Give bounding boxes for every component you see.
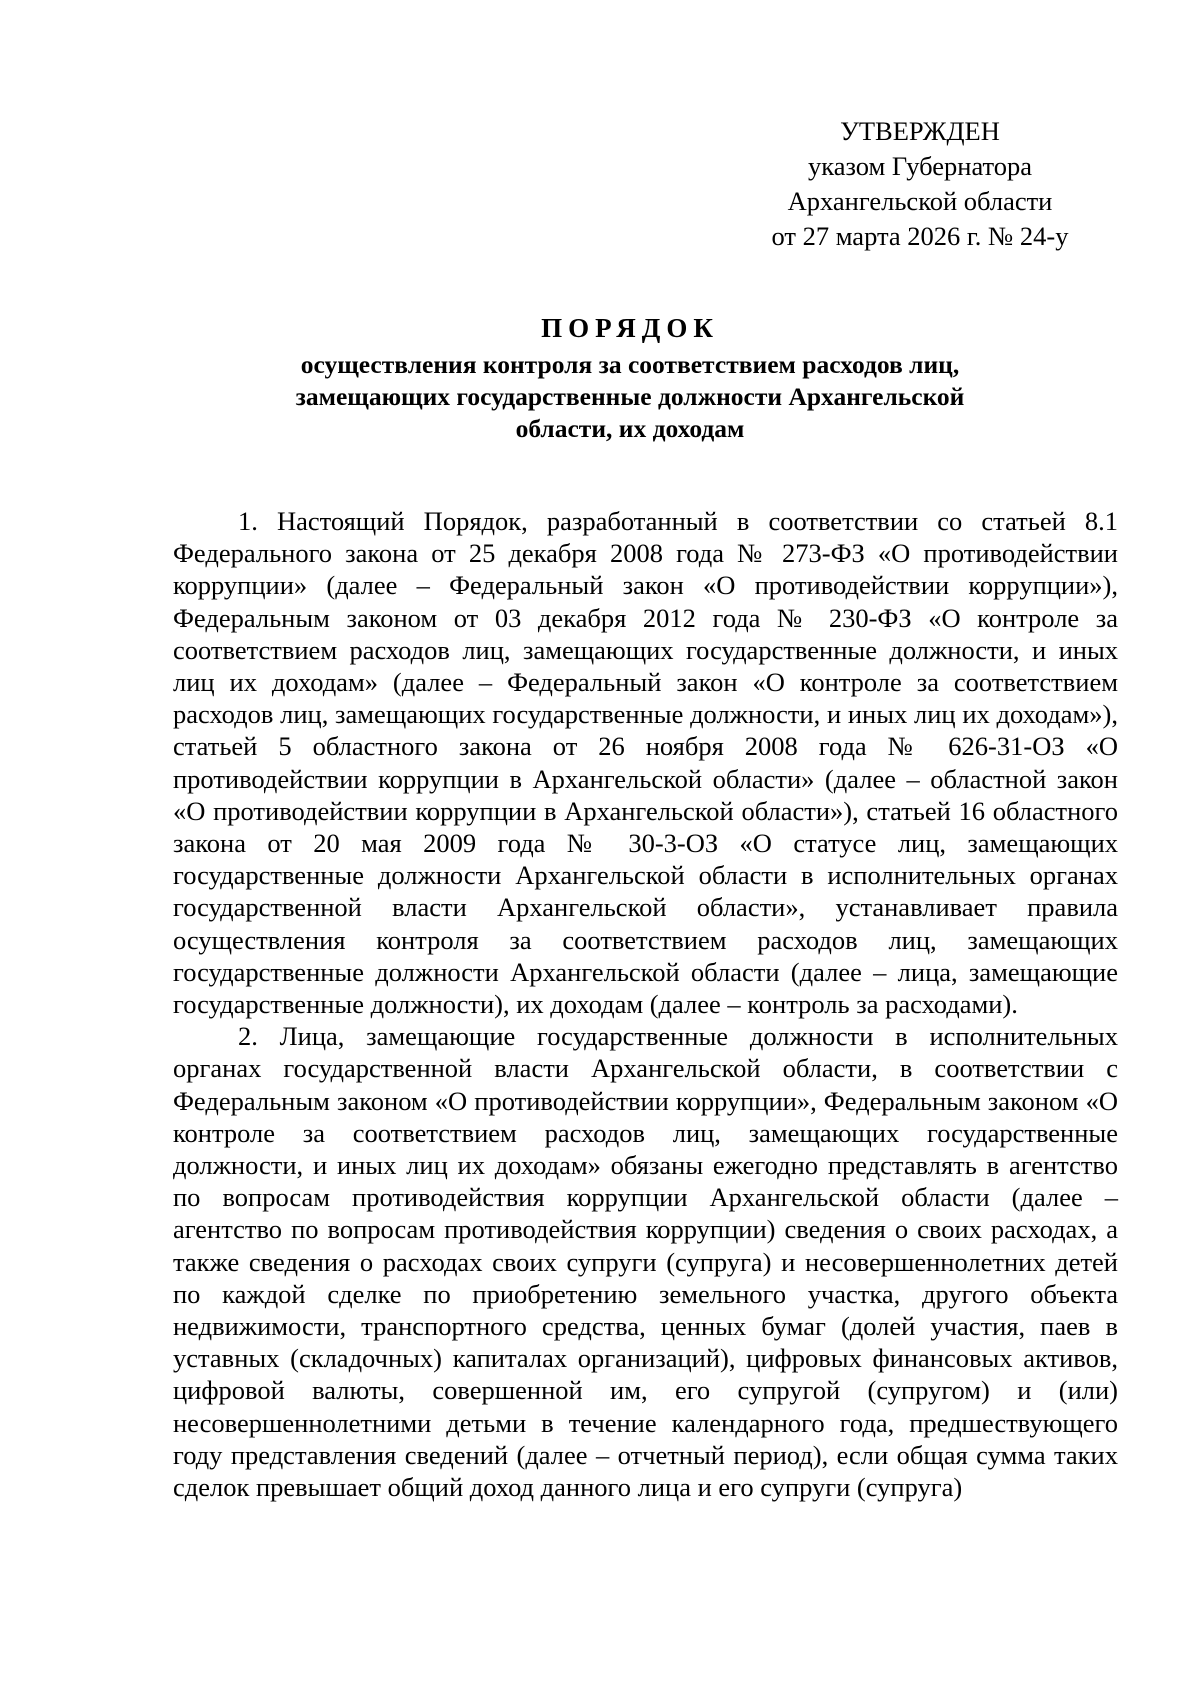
approval-stamp [740, 114, 1100, 254]
approval-region: Архангельской области [787, 186, 1053, 216]
document-title-block [170, 311, 1090, 445]
paragraph-1: 1. Настоящий Порядок, разработанный в соответствии со статьей 8.1 Федерального закона от 25 декабря 2008 года № 273-ФЗ «О противодействии коррупции» (далее – Федеральный закон «О противодействии коррупции»), Федеральным законом от 03 декабря 2012 года № 230-ФЗ «О контроле за соответствием расходов лиц, замещающих государственные должности, и иных лиц их доходам» (далее – Федеральный закон «О контроле за соответствием расходов лиц, замещающих государственные должности, и иных лиц их доходам»), статьей 5 областного закона от 26 ноября 2008 года № 626-31-ОЗ «О противодействии коррупции в Архангельской области» (далее – областной закон «О противодействии коррупции в Архангельской области»), статьей 16 областного закона от 20 мая 2009 года № 30-3-ОЗ «О статусе лиц, замещающих государственные должности Архангельской области в исполнительных органах государственной власти Архангельской области», устанавливает правила осуществления контроля за соответствием расходов лиц, замещающих государственные должности Архангельской области (далее – лица, замещающие государственные должности), их доходам (далее – контроль за расходами). [173, 506, 1118, 1020]
subtitle-line-3: области, их доходам [515, 414, 745, 443]
paragraph-2: 2. Лица, замещающие государственные должности в исполнительных органах государственной власти Архангельской области, в соответствии с Федеральным законом «О противодействии коррупции», Федеральным законом «О контроле за соответствием расходов лиц, замещающих государственные должности, и иных лиц их доходам» обязаны ежегодно представлять в агентство по вопросам противодействия коррупции Архангельской области (далее – агентство по вопросам противодействия коррупции) сведения о своих расходах, а также сведения о расходах своих супруги (супруга) и несовершеннолетних детей по каждой сделке по приобретению земельного участка, другого объекта недвижимости, транспортного средства, ценных бумаг (долей участия, паев в уставных (складочных) капиталах организаций), цифровых финансовых активов, цифровой валюты, совершенной им, его супругой (супругом) и (или) несовершеннолетними детьми в течение календарного года, предшествующего году представления сведений (далее – отчетный период), если общая сумма таких сделок превышает общий доход данного лица и его супруги (супруга) [173, 1021, 1118, 1503]
approval-status: УТВЕРЖДЕН [840, 116, 1000, 146]
subtitle-line-2: замещающих государственные должности Архангельской [295, 382, 965, 411]
approval-authority: указом Губернатора [807, 151, 1033, 181]
document-body [173, 505, 1118, 1503]
approval-date-number: от 27 марта 2026 г. № 24-у [771, 221, 1069, 251]
subtitle-line-1: осуществления контроля за соответствием расходов лиц, [300, 350, 960, 379]
document-title: ПОРЯДОК [541, 313, 719, 343]
document-subtitle [170, 349, 1090, 445]
